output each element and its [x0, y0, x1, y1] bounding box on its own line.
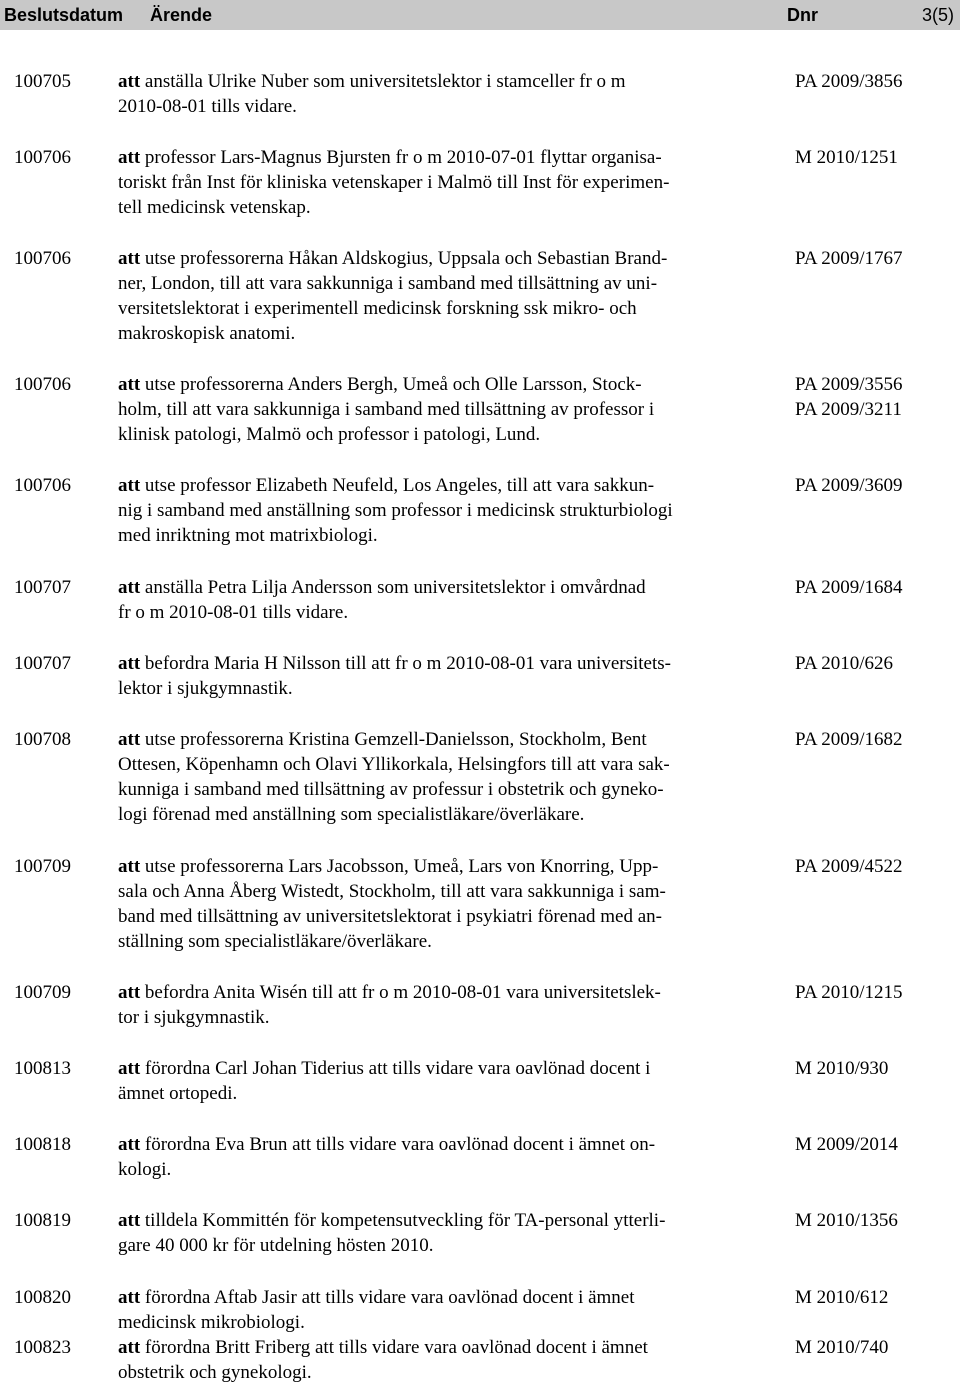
- decision-text-line: nig i samband med anställning som professor i medicinsk strukturbiologi: [118, 500, 673, 521]
- decision-text-line: 2010-08-01 tills vidare.: [118, 96, 297, 117]
- diary-number-value: M 2010/740: [795, 1337, 889, 1358]
- diary-number: [795, 1132, 955, 1157]
- diary-number-value: PA 2009/4522: [795, 856, 903, 877]
- decision-date: 100706: [14, 475, 71, 496]
- header-dnr: Dnr: [787, 5, 818, 25]
- decision-text-line: [118, 651, 768, 676]
- decision-date: 100819: [14, 1210, 71, 1231]
- decision-date: 100820: [14, 1287, 71, 1308]
- diary-number: [795, 1335, 955, 1360]
- decision-text-line: [118, 473, 768, 498]
- decision-text-rest: anställa Petra Lilja Andersson som universitetslektor i omvårdnad: [140, 577, 646, 598]
- diary-number-value: M 2010/930: [795, 1058, 889, 1079]
- decision-lead-word: att: [118, 577, 141, 598]
- diary-number: [795, 1056, 955, 1081]
- decision-lead-word: att: [118, 729, 141, 750]
- decision-text: [118, 651, 768, 701]
- decision-text: [118, 1056, 768, 1106]
- decision-lead-word: att: [118, 475, 141, 496]
- decision-text-line: [118, 1285, 768, 1310]
- decision-text-line: ner, London, till att vara sakkunniga i samband med tillsättning av uni-: [118, 273, 658, 294]
- decision-text-rest: befordra Anita Wisén till att fr o m 2010-08-01 vara universitetslek-: [140, 982, 661, 1003]
- decision-text: [118, 575, 768, 625]
- decision-text: [118, 1285, 768, 1335]
- decision-text-line: klinisk patologi, Malmö och professor i patologi, Lund.: [118, 424, 541, 445]
- decision-text: [118, 145, 768, 220]
- decision-date: 100706: [14, 248, 71, 269]
- decision-text-rest: tilldela Kommittén för kompetensutveckling för TA-personal ytterli-: [140, 1210, 666, 1231]
- decision-text: [118, 1208, 768, 1258]
- decision-text-rest: anställa Ulrike Nuber som universitetslektor i stamceller fr o m: [140, 71, 626, 92]
- diary-number-value: PA 2009/3609: [795, 475, 903, 496]
- decision-text-line: medicinsk mikrobiologi.: [118, 1312, 305, 1333]
- decision-lead-word: att: [118, 1210, 141, 1231]
- decision-text-line: [118, 854, 768, 879]
- decision-lead-word: att: [118, 71, 141, 92]
- decision-text: [118, 246, 768, 346]
- decision-text-line: lektor i sjukgymnastik.: [118, 678, 293, 699]
- decision-text-rest: utse professorerna Anders Bergh, Umeå och Olle Larsson, Stock-: [140, 374, 642, 395]
- decision-text-rest: utse professorerna Lars Jacobsson, Umeå, Lars von Knorring, Upp-: [140, 856, 659, 877]
- diary-number-value: PA 2009/3211: [795, 399, 902, 420]
- decision-text: [118, 854, 768, 954]
- decision-text-line: [118, 145, 768, 170]
- decision-text-rest: utse professorerna Kristina Gemzell-Danielsson, Stockholm, Bent: [140, 729, 647, 750]
- decision-date: 100818: [14, 1134, 71, 1155]
- diary-number: [795, 575, 955, 600]
- decision-text: [118, 1132, 768, 1182]
- diary-number: [795, 854, 955, 879]
- diary-number-value: PA 2009/1682: [795, 729, 903, 750]
- diary-number: [795, 1285, 955, 1310]
- decision-date: 100707: [14, 653, 71, 674]
- decision-text-line: ställning som specialistläkare/överläkare.: [118, 931, 432, 952]
- decision-lead-word: att: [118, 1134, 141, 1155]
- diary-number: [795, 473, 955, 498]
- diary-number-value: M 2010/1251: [795, 147, 898, 168]
- diary-number-value: PA 2009/1684: [795, 577, 903, 598]
- decision-text-line: holm, till att vara sakkunniga i samband med tillsättning av professor i: [118, 399, 655, 420]
- diary-number-value: PA 2009/1767: [795, 248, 903, 269]
- decision-text-line: [118, 1056, 768, 1081]
- decision-lead-word: att: [118, 1058, 141, 1079]
- diary-number: [795, 69, 955, 94]
- decision-lead-word: att: [118, 1287, 141, 1308]
- decision-text-line: [118, 1208, 768, 1233]
- decision-text-line: versitetslektorat i experimentell medicinsk forskning ssk mikro- och: [118, 298, 637, 319]
- diary-number: [795, 145, 955, 170]
- decision-text: [118, 980, 768, 1030]
- decision-text-line: kunniga i samband med tillsättning av professur i obstetrik och gyneko-: [118, 779, 664, 800]
- diary-number-value: PA 2009/3556: [795, 374, 903, 395]
- diary-number: [795, 1208, 955, 1233]
- decision-text-line: [118, 69, 768, 94]
- decision-text-line: band med tillsättning av universitetslektorat i psykiatri förenad med an-: [118, 906, 662, 927]
- decision-text-line: [118, 372, 768, 397]
- decision-text-line: gare 40 000 kr för utdelning hösten 2010.: [118, 1235, 434, 1256]
- diary-number-value: M 2009/2014: [795, 1134, 898, 1155]
- diary-number: [795, 727, 955, 752]
- decision-date: 100707: [14, 577, 71, 598]
- diary-number-value: M 2010/612: [795, 1287, 889, 1308]
- decision-lead-word: att: [118, 982, 141, 1003]
- decision-lead-word: att: [118, 248, 141, 269]
- decision-lead-word: att: [118, 1337, 141, 1358]
- decision-text-line: makroskopisk anatomi.: [118, 323, 296, 344]
- page-number: 3(5): [922, 5, 955, 25]
- diary-number-value: PA 2010/1215: [795, 982, 903, 1003]
- diary-number-value: M 2010/1356: [795, 1210, 898, 1231]
- decision-text-line: [118, 575, 768, 600]
- decision-text-rest: förordna Eva Brun att tills vidare vara oavlönad docent i ämnet on-: [140, 1134, 656, 1155]
- decision-text-line: [118, 1132, 768, 1157]
- decision-text-line: tor i sjukgymnastik.: [118, 1007, 270, 1028]
- diary-number-value: PA 2009/3856: [795, 71, 903, 92]
- decision-text-rest: förordna Carl Johan Tiderius att tills vidare vara oavlönad docent i: [140, 1058, 651, 1079]
- decision-lead-word: att: [118, 856, 141, 877]
- decision-lead-word: att: [118, 653, 141, 674]
- decision-date: 100706: [14, 374, 71, 395]
- decision-text-line: sala och Anna Åberg Wistedt, Stockholm, till att vara sakkunniga i sam-: [118, 881, 666, 902]
- header-beslutsdatum: Beslutsdatum: [4, 5, 124, 25]
- decision-text-line: tell medicinsk vetenskap.: [118, 197, 311, 218]
- diary-number: [795, 980, 955, 1005]
- decision-text-rest: förordna Britt Friberg att tills vidare vara oavlönad docent i ämnet: [140, 1337, 648, 1358]
- decision-text-line: fr o m 2010-08-01 tills vidare.: [118, 602, 349, 623]
- decision-text-rest: professor Lars-Magnus Bjursten fr o m 2010-07-01 flyttar organisa-: [140, 147, 662, 168]
- decision-text-line: obstetrik och gynekologi.: [118, 1362, 312, 1383]
- decision-text: [118, 372, 768, 447]
- decision-date: 100823: [14, 1337, 71, 1358]
- diary-number-value: PA 2010/626: [795, 653, 894, 674]
- diary-number: [795, 246, 955, 271]
- decision-text-line: [118, 1335, 768, 1360]
- decision-text-rest: befordra Maria H Nilsson till att fr o m 2010-08-01 vara universitets-: [140, 653, 671, 674]
- decision-date: 100706: [14, 147, 71, 168]
- decision-date: 100708: [14, 729, 71, 750]
- decision-text-line: toriskt från Inst för kliniska vetenskaper i Malmö till Inst för experimen-: [118, 172, 670, 193]
- decision-text-line: logi förenad med anställning som specialistläkare/överläkare.: [118, 804, 585, 825]
- decision-text-line: [118, 246, 768, 271]
- decision-text: [118, 1335, 768, 1385]
- decision-text-line: kologi.: [118, 1159, 172, 1180]
- decision-text: [118, 69, 768, 119]
- decision-date: 100709: [14, 982, 71, 1003]
- decision-text-rest: utse professor Elizabeth Neufeld, Los Angeles, till att vara sakkun-: [140, 475, 655, 496]
- decision-text-line: ämnet ortopedi.: [118, 1083, 238, 1104]
- decision-text-line: [118, 980, 768, 1005]
- decision-date: 100705: [14, 71, 71, 92]
- decision-text: [118, 727, 768, 827]
- table-header: [0, 0, 960, 30]
- decision-date: 100709: [14, 856, 71, 877]
- decision-text: [118, 473, 768, 548]
- decision-text-line: Ottesen, Köpenhamn och Olavi Yllikorkala, Helsingfors till att vara sak-: [118, 754, 670, 775]
- decision-text-rest: förordna Aftab Jasir att tills vidare vara oavlönad docent i ämnet: [140, 1287, 635, 1308]
- decision-text-line: med inriktning mot matrixbiologi.: [118, 525, 378, 546]
- diary-number: [795, 372, 955, 422]
- decision-text-line: [118, 727, 768, 752]
- decision-lead-word: att: [118, 147, 141, 168]
- decision-text-rest: utse professorerna Håkan Aldskogius, Uppsala och Sebastian Brand-: [140, 248, 668, 269]
- header-arende: Ärende: [150, 5, 213, 25]
- decision-lead-word: att: [118, 374, 141, 395]
- diary-number: [795, 651, 955, 676]
- decision-date: 100813: [14, 1058, 71, 1079]
